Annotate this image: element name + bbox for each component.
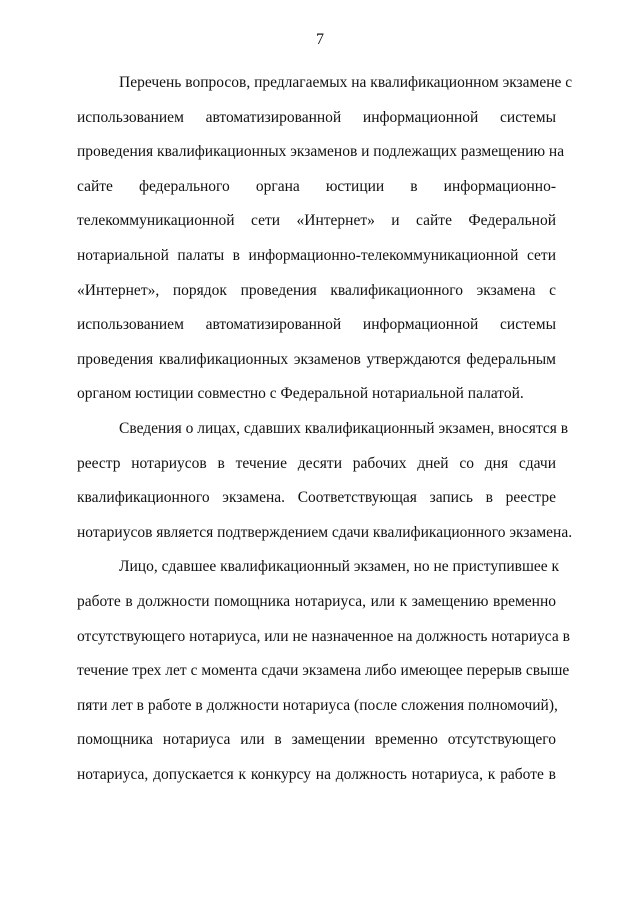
paragraph — [77, 412, 573, 550]
text-line: помощника нотариуса или в замещении временно отсутствующего — [77, 731, 556, 749]
text-line: Лицо, сдавшее квалификационный экзамен, но не приступившее к — [119, 558, 560, 576]
paragraph — [77, 550, 570, 792]
page-number: 7 — [316, 31, 324, 48]
text-line: нотариусов является подтверждением сдачи квалификационного экзамена. — [77, 523, 573, 541]
text-line: нотариальной палаты в информационно-телекоммуникационной сети — [77, 246, 556, 264]
text-line: течение трех лет с момента сдачи экзамена либо имеющее перерыв свыше — [77, 662, 570, 680]
text-line: органом юстиции совместно с Федеральной нотариальной палатой. — [77, 385, 524, 403]
text-line: нотариуса, допускается к конкурсу на должность нотариуса, к работе в — [77, 765, 556, 783]
text-line: телекоммуникационной сети «Интернет» и сайте Федеральной — [77, 212, 556, 230]
text-line: проведения квалификационных экзаменов и подлежащих размещению на — [77, 143, 565, 161]
text-line: использованием автоматизированной информационной системы — [77, 108, 556, 126]
text-line: отсутствующего нотариуса, или не назначенное на должность нотариуса в — [77, 627, 570, 645]
text-line: реестр нотариусов в течение десяти рабочих дней со дня сдачи — [77, 454, 556, 472]
paragraph — [77, 66, 573, 412]
text-line: использованием автоматизированной информационной системы — [77, 316, 556, 334]
text-line: Перечень вопросов, предлагаемых на квалификационном экзамене с — [119, 74, 573, 91]
text-line: квалификационного экзамена. Соответствующая запись в реестре — [77, 489, 556, 507]
text-line: Сведения о лицах, сдавших квалификационный экзамен, вносятся в — [119, 419, 569, 437]
text-line: работе в должности помощника нотариуса, или к замещению временно — [77, 592, 556, 610]
document-body — [77, 66, 573, 792]
text-line: сайте федерального органа юстиции в информационно- — [77, 177, 556, 195]
text-line: проведения квалификационных экзаменов утверждаются федеральным — [77, 350, 556, 368]
text-line: «Интернет», порядок проведения квалификационного экзамена с — [77, 281, 556, 299]
text-line: пяти лет в работе в должности нотариуса (после сложения полномочий), — [77, 696, 558, 714]
